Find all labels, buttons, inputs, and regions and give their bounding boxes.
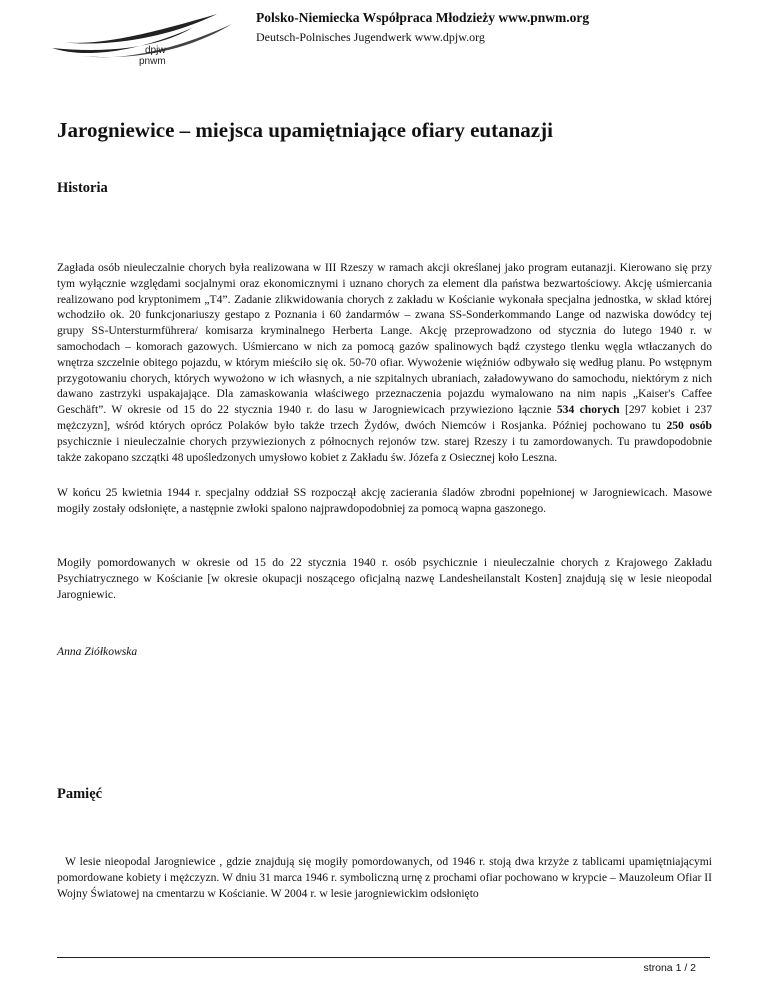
- page-number: strona 1 / 2: [643, 962, 696, 974]
- historia-p1-part-a: Zagłada osób nieuleczalnie chorych była realizowana w III Rzeszy w ramach akcji określanej jako program eutanazji. Kierowano się przy tym wyłącznie względami socjalnymi oraz ekonomicznymi i uznano chorych za element dla państwa bezwartościowy. Akcję uśmiercania realizowano pod kryptonimem „T4”. Zadanie zlikwidowania chorych z zakładu w Kościanie wykonała specjalna jednostka, w skład której wchodziło ok. 20 funkcjonariuszy gestapo z Poznania i 60 żandarmów – zwana SS-Sonderkommando Lange od nazwiska dowódcy tej grupy SS-Untersturmführera/ komisarza kryminalnego Herberta Lange. Akcję przeprowadzono od stycznia do lutego 1940 r. w samochodach – komorach gazowych. Uśmiercano w nich za pomocą gazów spalinowych bądź czystego tlenku węgla wtłaczanych do wnętrza szczelnie obitego pojazdu, w którym mieściło się ok. 50-70 ofiar. Wywożenie więźniów odbywało się według planu. Po wstępnym przygotowaniu chorych, których wywożono w ich własnych, a nie szpitalnych ubraniach, załadowywano do samochodu, niektórym z nich dawano zastrzyki uspakajające. Dla zamaskowania właściwego przeznaczenia pojazdu wymalowano na nim napis „Kaiser's Caffee Geschäft”. W okresie od 15 do 22 stycznia 1940 r. do lasu w Jarogniewicach przywieziono łącznie: [57, 261, 712, 417]
- header-org-de: Deutsch-Polnisches Jugendwerk www.dpjw.org: [256, 30, 485, 44]
- logo-text-dpjw: dpjw: [145, 45, 166, 56]
- logo-text-pnwm: pnwm: [139, 56, 166, 66]
- historia-p1-part-c: psychicznie i nieuleczalnie chorych przywiezionych z północnych rejonów tzw. starej Rzeszy i tu zamordowanych. Tu prawdopodobnie także zakopano szczątki 48 upośledzonych umysłowo kobiet z Zakładu św. Józefa z Osiecznej koło Leszna.: [57, 434, 712, 464]
- pamiec-paragraph-1: W lesie nieopodal Jarogniewice , gdzie znajdują się mogiły pomordowanych, od 1946 r. stoją dwa krzyże z tablicami upamiętniającymi pomordowane kobiety i mężczyzn. W dniu 31 marca 1946 r. symboliczną urnę z prochami ofiar pochowano w krypcie – Mauzoleum Ofiar II Wojny Światowej na cmentarzu w Kościanie. W 2004 r. w lesie jarogniewickim odsłonięto: [57, 855, 712, 900]
- page-title: Jarogniewice – miejsca upamiętniające ofiary eutanazji: [57, 118, 553, 142]
- footer-divider: [57, 957, 710, 958]
- historia-paragraph-1: [57, 260, 712, 465]
- historia-paragraph-3: Mogiły pomordowanych w okresie od 15 do 22 stycznia 1940 r. osób psychicznie i nieuleczalnie chorych z Krajowego Zakładu Psychiatrycznego w Kościanie [w okresie okupacji noszącego oficjalną nazwę Landesheilanstalt Kosten] znajdują się w lesie nieopodal Jarogniewic.: [57, 556, 712, 601]
- historia-p1-bold-250: 250 osób: [666, 418, 712, 432]
- section-heading-pamiec: Pamięć: [57, 786, 103, 802]
- header-org-pl: Polsko-Niemiecka Współpraca Młodzieży www.pnwm.org: [256, 10, 590, 25]
- historia-p1-bold-534: 534 chorych: [556, 403, 620, 417]
- author-name: Anna Ziółkowska: [57, 645, 138, 658]
- section-heading-historia: Historia: [57, 180, 108, 196]
- dpjw-pnwm-logo: [42, 6, 242, 66]
- historia-p1-part-b: [297 kobiet i 237 mężczyzn], wśród których oprócz Polaków było także trzech Żydów, dwóch Niemców i Rosjanka. Później pochowano tu: [57, 403, 713, 432]
- historia-paragraph-2: W końcu 25 kwietnia 1944 r. specjalny oddział SS rozpoczął akcję zacierania śladów zbrodni popełnionej w Jarogniewicach. Masowe mogiły zostały odsłonięte, a następnie zwłoki spalono najprawdopodobniej za pomocą wapna gaszonego.: [57, 486, 712, 515]
